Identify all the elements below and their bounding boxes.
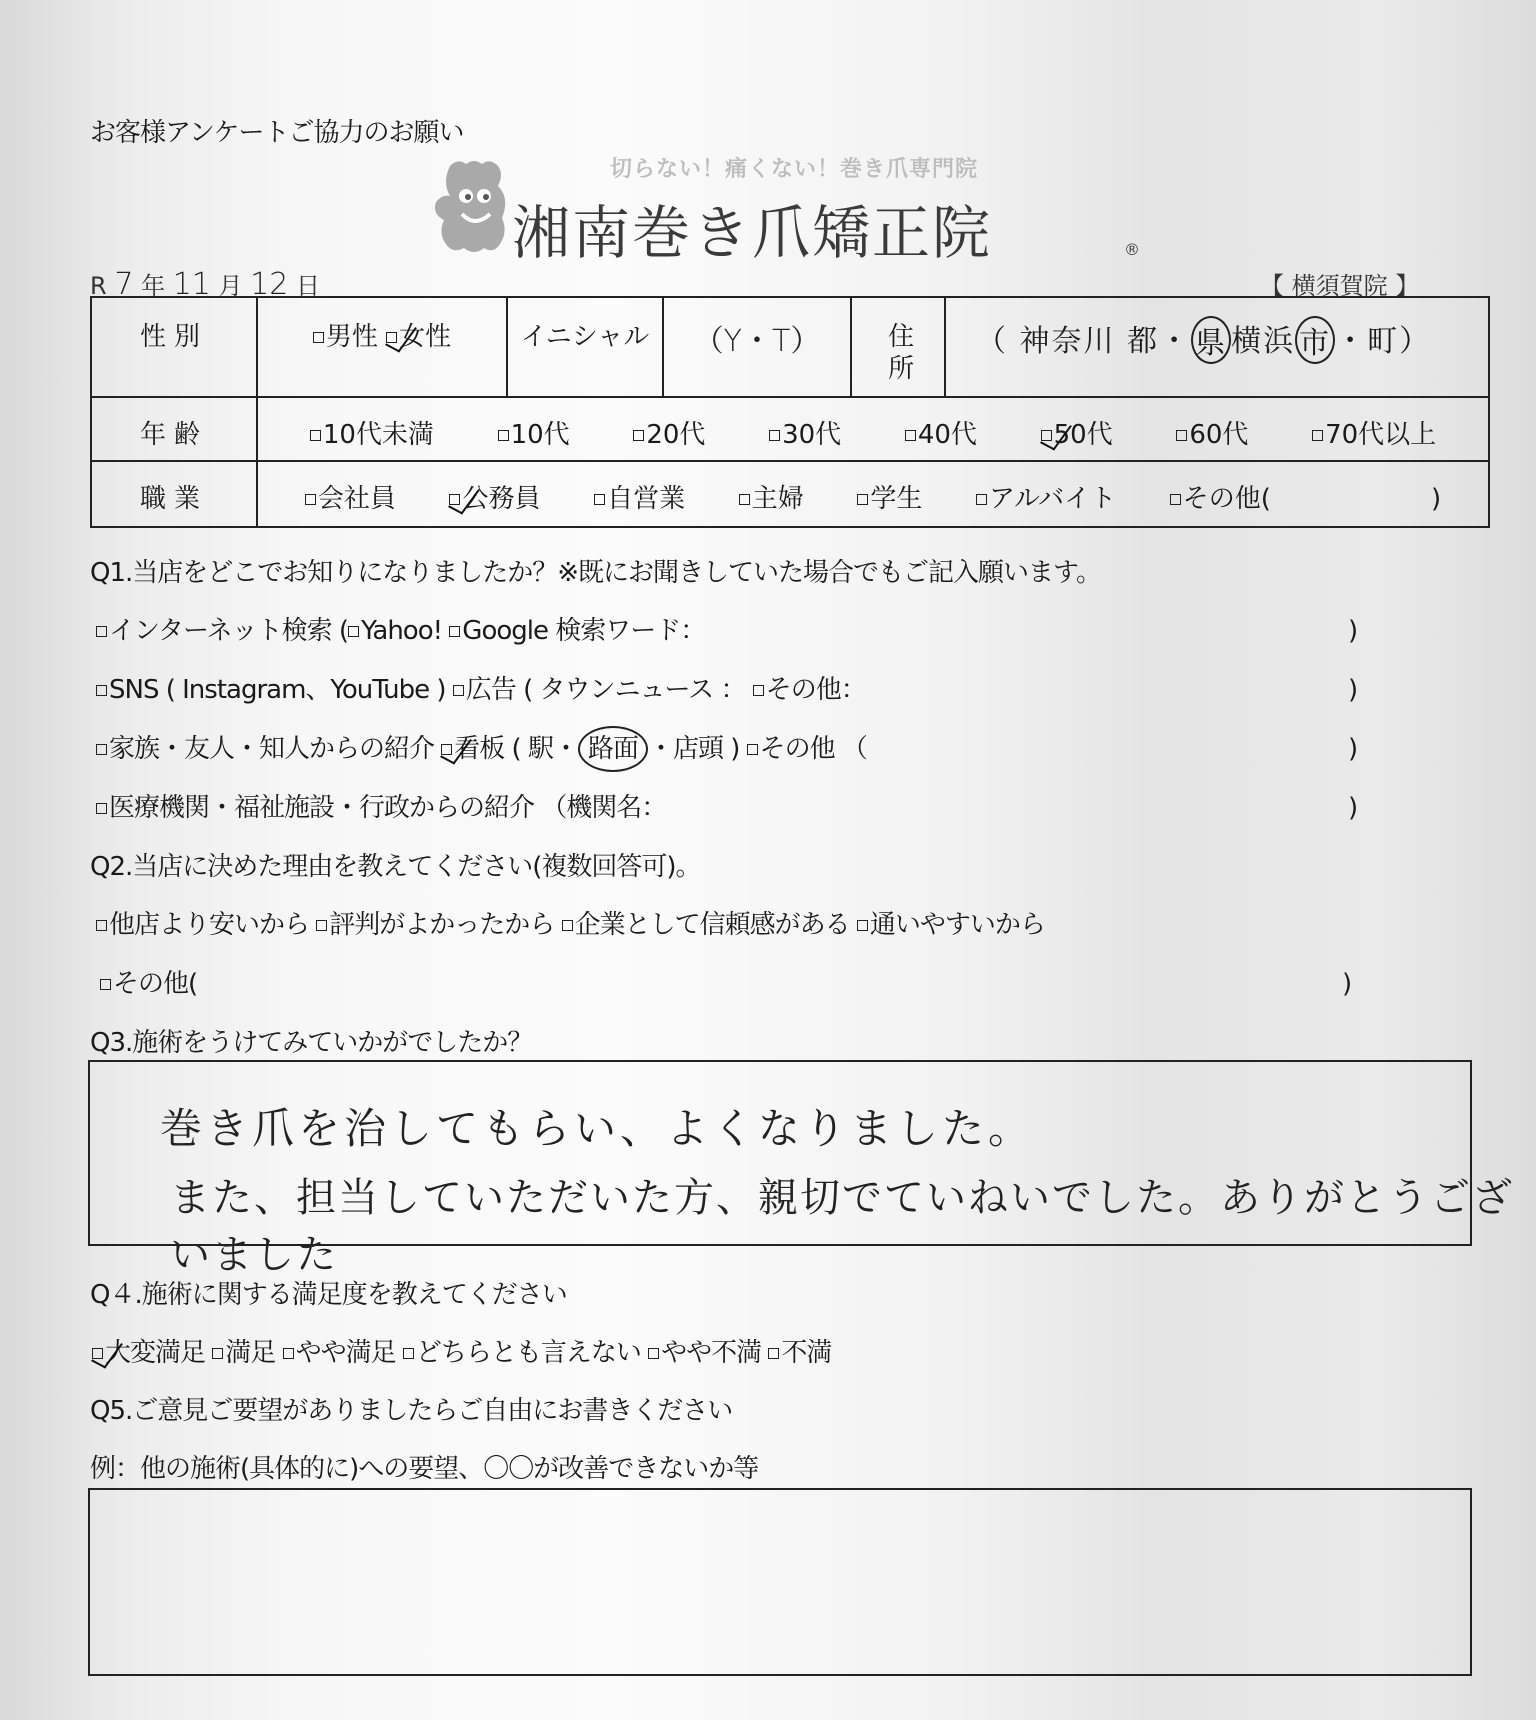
checkbox-icon[interactable] — [753, 685, 764, 696]
survey-title: お客様アンケートご協力のお願い — [90, 118, 464, 148]
q5-example: 例：他の施術(具体的に)への要望、〇〇が改善できないか等 — [90, 1454, 759, 1484]
address-shi-circled: 市 — [1295, 316, 1335, 364]
q3-answer-line2: また、担当していただいた方、親切でていねいでした。ありがとうございました — [170, 1175, 1514, 1278]
q4-option[interactable]: 満足 — [212, 1340, 275, 1366]
q2-other-close: ) — [1342, 969, 1352, 999]
q4-option[interactable]: やや不満 — [648, 1340, 761, 1366]
checkbox-checked-icon[interactable] — [441, 744, 452, 755]
clinic-brand-name: 湘南巻き爪矯正院 — [512, 199, 993, 267]
date-day-label: 日 — [296, 272, 320, 300]
age-option[interactable]: 70代以上 — [1312, 414, 1436, 451]
checkbox-icon[interactable] — [498, 430, 509, 441]
q5-question: Q5.ご意見ご要望がありましたらご自由にお書きください — [90, 1396, 733, 1426]
age-option[interactable]: 60代 — [1176, 414, 1248, 451]
checkbox-icon[interactable] — [310, 430, 321, 441]
checkbox-icon[interactable] — [96, 744, 107, 755]
gender-option-female[interactable]: 女性 — [386, 316, 451, 353]
checkbox-icon[interactable] — [633, 430, 644, 441]
q1-line-sns-close: ) — [1348, 675, 1358, 705]
age-option[interactable]: 20代 — [633, 414, 705, 451]
checkbox-icon[interactable] — [739, 494, 750, 505]
checkbox-icon[interactable] — [316, 920, 327, 931]
checkbox-icon[interactable] — [96, 685, 107, 696]
q2-options: 他店より安いから 評判がよかったから 企業として信頼感がある 通いやすいから — [96, 912, 1045, 938]
q1-line-referral-close: ) — [1348, 734, 1358, 764]
date-year[interactable]: 7 — [114, 267, 134, 302]
age-option[interactable]: 40代 — [905, 414, 977, 451]
q4-option[interactable]: どちらとも言えない — [403, 1340, 641, 1366]
q2-other: その他( — [100, 971, 197, 997]
gender-option-male[interactable]: 男性 — [313, 316, 378, 353]
age-option[interactable]: 10代 — [498, 414, 570, 451]
q4-option[interactable]: やや満足 — [283, 1340, 396, 1366]
checkbox-icon[interactable] — [1176, 430, 1187, 441]
branch-name: 【 横須賀院 】 — [1260, 272, 1420, 300]
checkbox-icon[interactable] — [348, 626, 359, 637]
initial-label: イニシャル — [508, 298, 664, 396]
checkbox-icon[interactable] — [313, 332, 324, 343]
checkbox-icon[interactable] — [747, 744, 758, 755]
checkbox-icon[interactable] — [449, 626, 460, 637]
address-prefecture: 神奈川 — [1019, 324, 1116, 359]
date-era: R — [90, 272, 107, 300]
q3-answer-line1: 巻き爪を治してもらい、よくなりました。 — [160, 1104, 1035, 1153]
checkbox-icon[interactable] — [857, 920, 868, 931]
q1-question: Q1.当店をどこでお知りになりましたか？※既にお聞きしていた場合でもご記入願います。 — [90, 558, 1101, 588]
q4-option-selected[interactable]: 大変満足 — [92, 1340, 205, 1366]
occupation-options — [258, 462, 1488, 526]
checkbox-icon[interactable] — [96, 920, 107, 931]
age-option[interactable]: 10代未満 — [310, 414, 434, 451]
age-options — [258, 398, 1488, 460]
gender-options — [258, 298, 508, 396]
checkbox-icon[interactable] — [648, 1348, 659, 1359]
initial-value[interactable]: （Y・T） — [664, 298, 852, 396]
occupation-option[interactable]: 会社員 — [305, 478, 396, 515]
gender-label: 性別 — [92, 298, 258, 396]
checkbox-icon[interactable] — [212, 1348, 223, 1359]
checkbox-checked-icon[interactable] — [1041, 430, 1052, 441]
checkbox-icon[interactable] — [96, 626, 107, 637]
registered-mark: ® — [1124, 240, 1140, 259]
occupation-label: 職業 — [92, 462, 258, 526]
checkbox-icon[interactable] — [96, 803, 107, 814]
checkbox-icon[interactable] — [403, 1348, 414, 1359]
q3-question: Q3.施術をうけてみていかがでしたか？ — [90, 1028, 533, 1058]
road-option-circled[interactable]: 路面 — [578, 726, 648, 772]
occupation-option[interactable]: アルバイト — [976, 478, 1116, 515]
age-label: 年齢 — [92, 398, 258, 460]
checkbox-icon[interactable] — [283, 1348, 294, 1359]
profile-table — [90, 296, 1490, 528]
q4-options — [92, 1340, 831, 1366]
profile-row-age — [92, 398, 1488, 462]
address-ken-circled: 県 — [1191, 316, 1231, 364]
age-option[interactable]: 30代 — [769, 414, 841, 451]
checkbox-icon[interactable] — [769, 430, 780, 441]
profile-row-occupation — [92, 462, 1488, 526]
checkbox-icon[interactable] — [976, 494, 987, 505]
occupation-option-other[interactable]: その他( ) — [1170, 478, 1441, 515]
q4-question: Q４.施術に関する満足度を教えてください — [90, 1280, 567, 1310]
q1-line-internet: インターネット検索 ( Yahoo! Google 検索ワード： — [96, 618, 705, 644]
checkbox-icon[interactable] — [305, 494, 316, 505]
date-year-label: 年 — [141, 272, 166, 300]
address-field[interactable]: （ 神奈川 都・ 県 横浜 市 ・町 ） — [946, 298, 1488, 396]
q2-question: Q2.当店に決めた理由を教えてください(複数回答可)。 — [90, 852, 701, 882]
q1-line-internet-close: ) — [1348, 616, 1358, 646]
checkbox-icon[interactable] — [594, 494, 605, 505]
checkbox-icon[interactable] — [100, 979, 111, 990]
clinic-slogan: 切らない！痛くない！巻き爪専門院 — [610, 157, 979, 182]
checkbox-checked-icon[interactable] — [92, 1348, 103, 1359]
q1-line-sns: SNS ( Instagram、YouTube ) 広告 ( タウンニュース ： その他： — [96, 677, 866, 703]
checkbox-icon[interactable] — [562, 920, 573, 931]
checkbox-icon[interactable] — [905, 430, 916, 441]
address-city: 横浜 — [1231, 324, 1296, 359]
age-option-selected[interactable]: 50代 — [1041, 414, 1113, 451]
q5-answer-box[interactable] — [88, 1488, 1472, 1676]
date-month[interactable]: 11 — [172, 267, 211, 302]
checkbox-checked-icon[interactable] — [386, 332, 397, 343]
occupation-option-selected[interactable]: 公務員 — [449, 478, 540, 515]
checkbox-icon[interactable] — [857, 494, 868, 505]
checkbox-icon[interactable] — [1170, 494, 1181, 505]
q1-line-medical-close: ) — [1348, 793, 1358, 823]
checkbox-icon[interactable] — [453, 685, 464, 696]
q1-line-referral: 家族・友人・知人からの紹介 看板 ( 駅・ 路面 ・店頭 ) その他 （ — [96, 736, 867, 762]
mascot-logo-icon — [428, 158, 520, 258]
date-day[interactable]: 12 — [250, 267, 289, 302]
occupation-option[interactable]: 自営業 — [594, 478, 685, 515]
checkbox-icon[interactable] — [768, 1348, 779, 1359]
q4-option[interactable]: 不満 — [768, 1340, 831, 1366]
profile-row-gender — [92, 298, 1488, 398]
date-month-label: 月 — [218, 272, 243, 300]
address-label: 住所 — [852, 298, 946, 396]
occupation-option[interactable]: 学生 — [857, 478, 922, 515]
checkbox-icon[interactable] — [1312, 430, 1323, 441]
occupation-option[interactable]: 主婦 — [739, 478, 804, 515]
q1-line-medical: 医療機関・福祉施設・行政からの紹介 （機関名： — [96, 795, 666, 821]
checkbox-checked-icon[interactable] — [449, 494, 460, 505]
